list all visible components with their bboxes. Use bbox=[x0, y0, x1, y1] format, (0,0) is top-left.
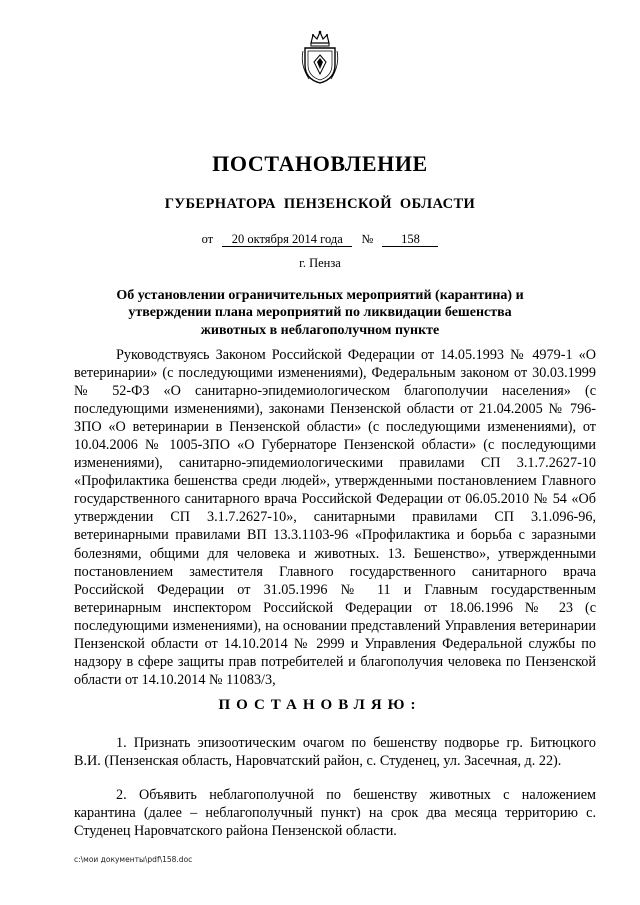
number-prefix: № bbox=[361, 232, 374, 246]
issuer-subtitle: ГУБЕРНАТОРА ПЕНЗЕНСКОЙ ОБЛАСТИ bbox=[164, 196, 476, 212]
date-number-line bbox=[0, 232, 640, 247]
document-date: 20 октября 2014 года bbox=[222, 232, 352, 247]
document-title: ПОСТАНОВЛЕНИЕ bbox=[212, 151, 428, 176]
list-item: 1. Признать эпизоотическим очагом по бешенству подворье гр. Битюцкого В.И. (Пензенская область, Наровчатский район, с. Студенец, ул. Засечная, д. 22). bbox=[74, 735, 596, 770]
preamble-paragraph: Руководствуясь Законом Российской Федерации от 14.05.1993 № 4979-1 «О ветеринарии» (с последующими изменениями), Федеральным законом от 30.03.1999 № 52-ФЗ «О санитарно-эпидемиологическом благополучии населения» (с последующими изменениями), законами Пензенской области от 21.04.2005 № 796-ЗПО «О ветеринарии в Пензенской области» (с последующими изменениями), от 10.04.2006 № 1005-ЗПО «О Губернаторе Пензенской области» (с последующими изменениями), санитарно-эпидемиологическими правилами СП 3.1.7.2627-10 «Профилактика бешенства среди людей», утвержденными постановлением Главного государственного санитарного врача Российской Федерации от 06.05.2010 № 54 «Об утверждении СП 3.1.7.2627-10», санитарными правилами СП 3.1.096-96, ветеринарными правилами ВП 13.3.1103-96 «Профилактика и борьба с заразными болезнями, общими для человека и животных. 13. Бешенство», утвержденными постановлением заместителя Главного государственного санитарного врача Российской Федерации от 31.05.1996 № 11 и Главным государственным ветеринарным инспектором Российской Федерации от 18.06.1996 № 23 (с последующими изменениями), на основании представлений Управления ветеринарии Пензенской области от 14.10.2014 № 2999 и Управления Федеральной службы по надзору в сфере защиты прав потребителей и благополучия человека по Пензенской области от 14.10.2014 № 11083/3, bbox=[74, 347, 596, 688]
document-heading: Об установлении ограничительных мероприятий (карантина) и утверждении плана мероприятий по ликвидации бешенства животных в неблагополучном пункте bbox=[116, 288, 524, 338]
list-item: 2. Объявить неблагополучной по бешенству животных с наложением карантина (далее – неблагополучный пункт) на срок два месяца территорию с. Студенец Наровчатского района Пензенской области. bbox=[74, 787, 596, 840]
document-number: 158 bbox=[382, 232, 438, 247]
city-label: г. Пенза bbox=[299, 256, 341, 270]
date-prefix: от bbox=[201, 232, 214, 246]
coat-of-arms-emblem bbox=[299, 29, 341, 85]
file-path-footer: c:\мои документы\pdf\158.doc bbox=[74, 855, 193, 864]
decree-keyword: ПОСТАНОВЛЯЮ: bbox=[218, 697, 422, 713]
